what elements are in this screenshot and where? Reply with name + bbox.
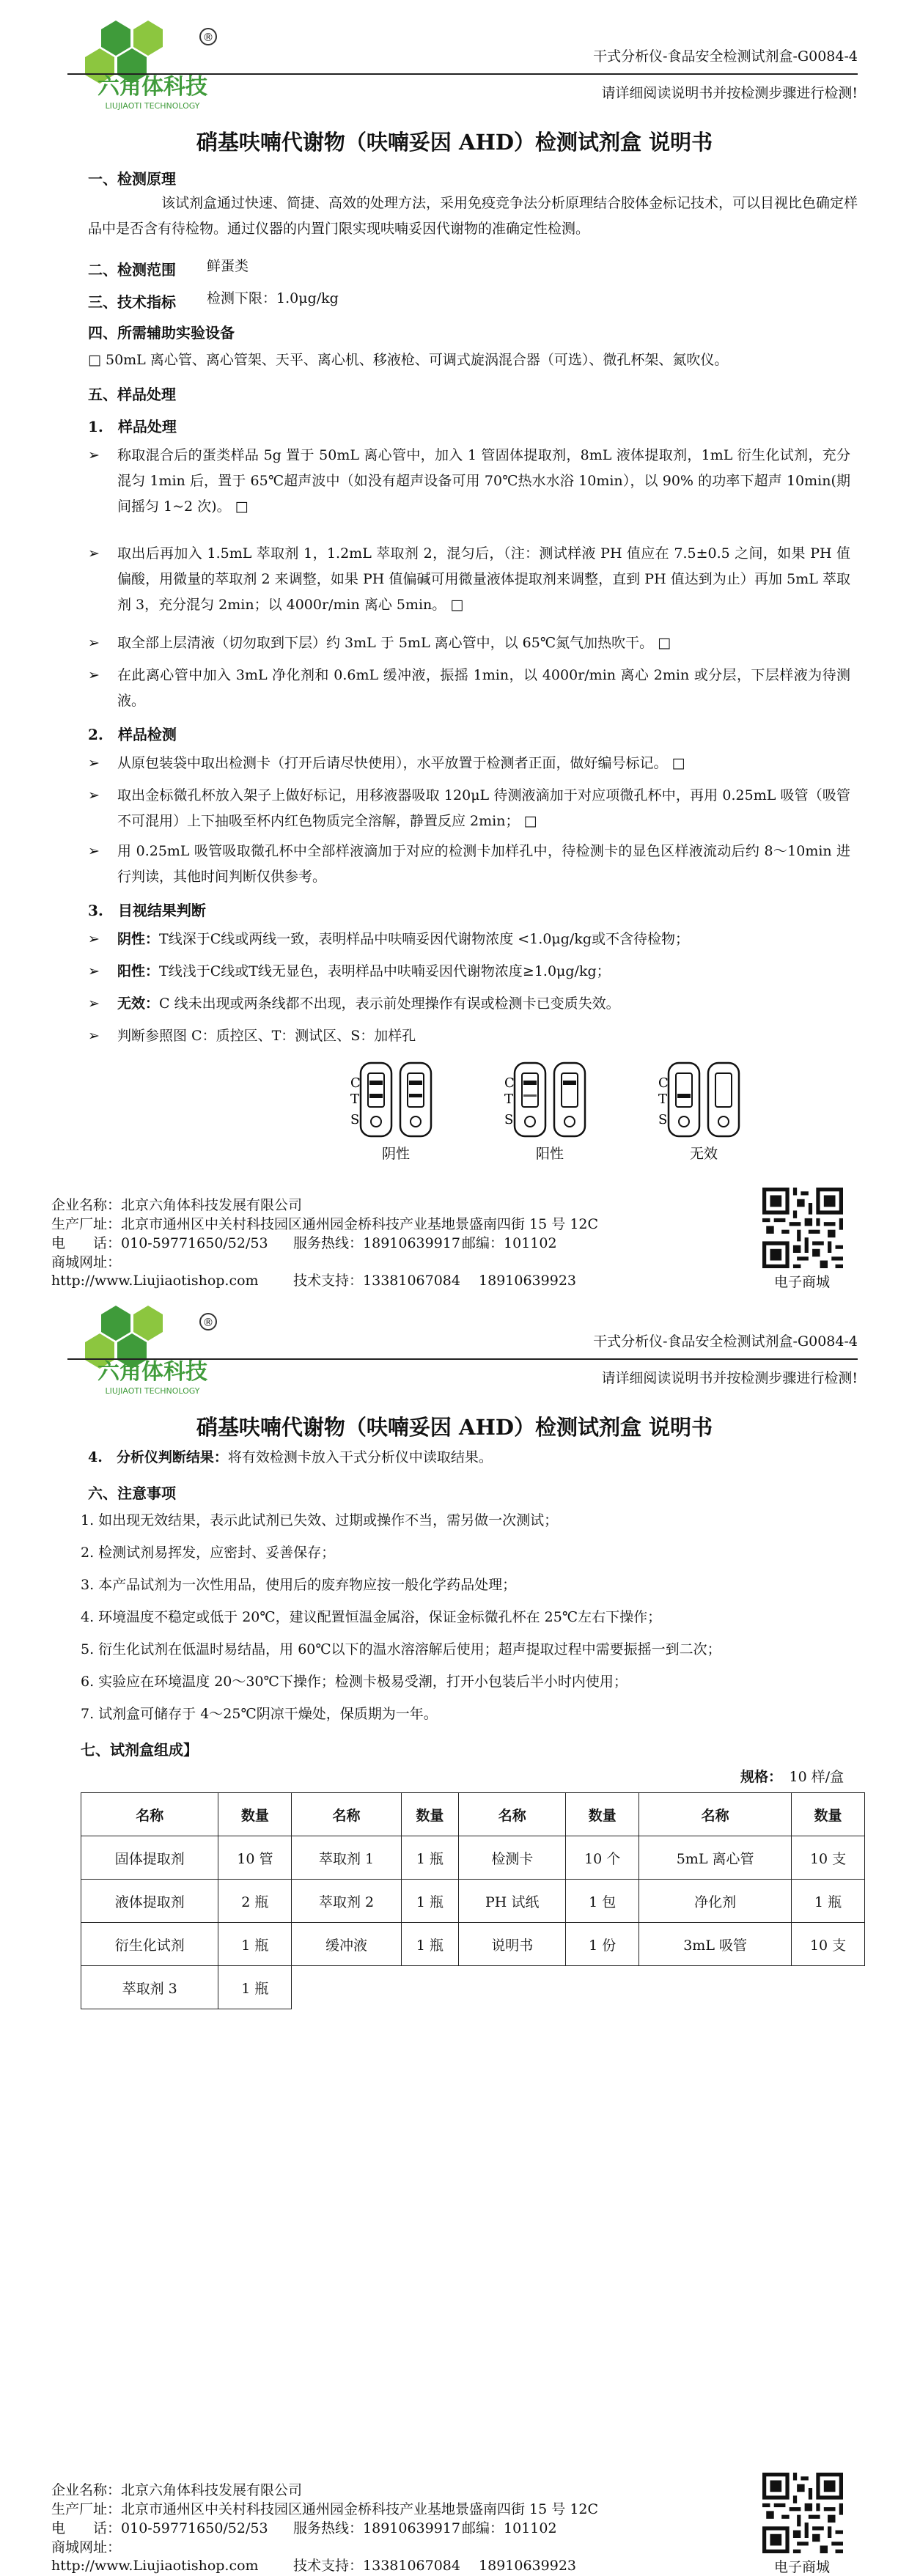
footer-web-row: 商城网址：http://www.Liujiaotishop.com 技术支持：13381067084 18910639923 (51, 1254, 576, 1289)
qr-code-label: 电子商城 (773, 1274, 830, 1290)
processing-step-4: 在此离心管中加入 3mL 净化剂和 0.6mL 缓冲液，振摇 1min，以 4000r/min 离心 2min 或分层，下层样液为待测液。 (117, 667, 850, 709)
footer-company: 企业名称：北京六角体科技发展有限公司 (51, 2482, 303, 2498)
processing-step-3: 取全部上层清液（切勿取到下层）约 3mL 于 5mL 离心管中，以 65℃氮气加热吹干。 □ (117, 635, 671, 651)
detection-step-1: 从原包装袋中取出检测卡（打开后请尽快使用），水平放置于检测者正面，做好编号标记。 □ (117, 755, 685, 771)
table-row: 固体提取剂 10 管 萃取剂 1 1 瓶 检测卡 10 个 5mL 离心管 10 支 (81, 1836, 865, 1880)
qr-code-icon[interactable] (762, 2473, 843, 2553)
section-heading-sample: 五、样品处理 (88, 386, 176, 403)
header-product-line: 干式分析仪-食品安全检测试剂盒-G0084-4 (593, 48, 858, 65)
col-header: 数量 (566, 1793, 639, 1836)
col-header: 名称 (639, 1793, 792, 1836)
result-negative: 阴性：T线深于C线或两线一致，表明样品中呋喃妥因代谢物浓度 <1.0μg/kg或不含待检物； (117, 931, 689, 947)
sub-heading-visual: 3. 目视结果判断 (88, 902, 206, 919)
section-heading-notes: 六、注意事项 (88, 1484, 176, 1502)
section-heading-kit: 七、试剂盒组成】 (81, 1741, 198, 1759)
page-2 (0, 1285, 909, 2575)
arrow-bullet-icon: ➢ (88, 843, 100, 859)
footer-factory: 生产厂址：北京市通州区中关村科技园区通州园金桥科技产业基地景盛南四街 15 号 12C (51, 1216, 599, 1232)
svg-text:S: S (504, 1112, 514, 1127)
section-heading-equipment: 四、所需辅助实验设备 (88, 324, 235, 342)
strip-group-negative (350, 1063, 431, 1162)
detection-step-2: 取出金标微孔杯放入架子上做好标记，用移液器吸取 120μL 待测液滴加于对应项微孔杯中，再用 0.25mL 吸管（吸管不可混用）上下抽吸至杯内红色物质完全溶解，静置反应 2min； □ (117, 787, 850, 829)
qr-code-label: 电子商城 (773, 2559, 830, 2575)
section-heading-principle: 一、检测原理 (88, 170, 176, 188)
header-divider (67, 73, 858, 75)
arrow-bullet-icon: ➢ (88, 787, 100, 803)
svg-text:C: C (658, 1075, 669, 1091)
section-heading-spec: 三、技术指标 (88, 293, 176, 311)
footer-web-row: 商城网址：http://www.Liujiaotishop.com 技术支持：13381067084 18910639923 (51, 2539, 576, 2574)
footer-phone-row: 电 话：010-59771650/52/53 服务热线：18910639917 邮编：101102 (51, 1235, 557, 1251)
arrow-bullet-icon: ➢ (88, 545, 100, 562)
analyzer-result-line: 4. 分析仪判断结果：将有效检测卡放入干式分析仪中读取结果。 (88, 1449, 493, 1465)
footer-factory: 生产厂址：北京市通州区中关村科技园区通州园金桥科技产业基地景盛南四街 15 号 12C (51, 2501, 599, 2517)
logo-text: 六角体科技 (97, 1359, 207, 1385)
sub-heading-processing: 1. 样品处理 (88, 418, 177, 435)
header-product-line: 干式分析仪-食品安全检测试剂盒-G0084-4 (593, 1333, 858, 1350)
svg-text:T: T (658, 1092, 668, 1107)
reference-text: 判断参照图 C：质控区、T：测试区、S：加样孔 (117, 1028, 416, 1044)
page-title: 硝基呋喃代谢物（呋喃妥因 AHD）检测试剂盒 说明书 (196, 130, 713, 155)
svg-text:T: T (350, 1092, 360, 1107)
spec-value: 检测下限：1.0μg/kg (207, 290, 339, 306)
svg-text:S: S (350, 1112, 360, 1127)
footer-company: 企业名称：北京六角体科技发展有限公司 (51, 1197, 303, 1213)
col-header: 名称 (81, 1793, 218, 1836)
arrow-bullet-icon: ➢ (88, 635, 100, 651)
qr-code-icon[interactable] (762, 1188, 843, 1268)
reg-mark: ® (202, 1316, 214, 1329)
note-7: 7. 试剂盒可储存于 4～25℃阴凉干燥处，保质期为一年。 (81, 1706, 438, 1722)
scope-value: 鲜蛋类 (207, 258, 249, 274)
table-row: 液体提取剂 2 瓶 萃取剂 2 1 瓶 PH 试纸 1 包 净化剂 1 瓶 (81, 1880, 865, 1923)
principle-text: 该试剂盒通过快速、简捷、高效的处理方法，采用免疫竞争法分析原理结合胶体金标记技术，可以目视比色确定样品中是否含有待检物。通过仪器的内置门限实现呋喃妥因代谢物的准确定性检测。 (88, 195, 858, 237)
note-5: 5. 衍生化试剂在低温时易结晶，用 60℃以下的温水溶溶解后使用；超声提取过程中需要振摇一到二次； (81, 1641, 721, 1657)
company-logo (72, 1300, 229, 1402)
header-notice: 请详细阅读说明书并按检测步骤进行检测! (601, 1370, 858, 1386)
test-strip-diagram (350, 1048, 777, 1166)
col-header: 名称 (292, 1793, 401, 1836)
col-header: 数量 (401, 1793, 458, 1836)
section-heading-scope: 二、检测范围 (88, 261, 176, 279)
arrow-bullet-icon: ➢ (88, 667, 100, 683)
note-2: 2. 检测试剂易挥发，应密封、妥善保存； (81, 1545, 336, 1561)
result-positive: 阳性：T线浅于C线或T线无显色，表明样品中呋喃妥因代谢物浓度≥1.0μg/kg； (117, 963, 611, 979)
logo-subtext: LIUJIAOTI TECHNOLOGY (105, 101, 200, 111)
header-divider (67, 1358, 858, 1360)
svg-text:C: C (350, 1075, 361, 1091)
strip-label-positive: 阳性 (535, 1146, 564, 1162)
svg-text:C: C (504, 1075, 515, 1091)
arrow-bullet-icon: ➢ (88, 963, 100, 979)
note-3: 3. 本产品试剂为一次性用品，使用后的废弃物应按一般化学药品处理； (81, 1577, 517, 1593)
strip-group-positive (504, 1063, 585, 1162)
equipment-text: □ 50mL 离心管、离心管架、天平、离心机、移液枪、可调式旋涡混合器（可选）、微孔杯架、氮吹仪。 (88, 352, 729, 368)
logo-text: 六角体科技 (97, 74, 207, 100)
sub-heading-detection: 2. 样品检测 (88, 726, 177, 743)
page-title: 硝基呋喃代谢物（呋喃妥因 AHD）检测试剂盒 说明书 (196, 1415, 713, 1440)
header-notice: 请详细阅读说明书并按检测步骤进行检测! (601, 85, 858, 101)
arrow-bullet-icon: ➢ (88, 1028, 100, 1044)
processing-step-2: 取出后再加入 1.5mL 萃取剂 1，1.2mL 萃取剂 2，混匀后，（注：测试样液 PH 值应在 7.5±0.5 之间，如果 PH 值偏酸，用微量的萃取剂 2 来调整，如果 PH 值偏碱可用微量液体提取剂来调整，直到 PH 值达到为止）再加 5mL 萃取剂 3，充分混匀 2min；以 4000r/min 离心 5min。 □ (117, 545, 850, 613)
kit-spec: 规格： 10 样/盒 (740, 1769, 844, 1785)
arrow-bullet-icon: ➢ (88, 755, 100, 771)
kit-components-table (81, 1792, 865, 2009)
strip-label-negative: 阴性 (381, 1146, 411, 1162)
detection-step-3: 用 0.25mL 吸管吸取微孔杯中全部样液滴加于对应的检测卡加样孔中，待检测卡的显色区样液流动后约 8～10min 进行判读，其他时间判断仅供参考。 (117, 843, 850, 885)
strip-label-invalid: 无效 (689, 1146, 718, 1162)
arrow-bullet-icon: ➢ (88, 996, 100, 1012)
table-row: 萃取剂 3 1 瓶 (81, 1966, 865, 2009)
processing-step-1: 称取混合后的蛋类样品 5g 置于 50mL 离心管中，加入 1 管固体提取剂，8mL 液体提取剂，1mL 衍生化试剂，充分混匀 1min 后，置于 65℃超声波中（如没有超声设备可用 70℃热水水浴 10min），以 90% 的功率下超声 10min(期间摇匀 1~2 次)。 □ (117, 447, 850, 515)
reg-mark: ® (202, 31, 214, 44)
table-header-row (81, 1793, 865, 1836)
col-header: 名称 (459, 1793, 566, 1836)
svg-text:T: T (504, 1092, 514, 1107)
footer-phone-row: 电 话：010-59771650/52/53 服务热线：18910639917 邮编：101102 (51, 2520, 557, 2536)
result-invalid: 无效：C 线未出现或两条线都不出现，表示前处理操作有误或检测卡已变质失效。 (117, 996, 620, 1012)
company-logo (72, 15, 229, 117)
note-4: 4. 环境温度不稳定或低于 20℃，建议配置恒温金属浴，保证金标微孔杯在 25℃左右下操作； (81, 1609, 662, 1625)
table-row: 衍生化试剂 1 瓶 缓冲液 1 瓶 说明书 1 份 3mL 吸管 10 支 (81, 1923, 865, 1966)
note-1: 1. 如出现无效结果，表示此试剂已失效、过期或操作不当，需另做一次测试； (81, 1512, 559, 1528)
note-6: 6. 实验应在环境温度 20～30℃下操作；检测卡极易受潮，打开小包装后半小时内使用； (81, 1674, 628, 1690)
logo-subtext: LIUJIAOTI TECHNOLOGY (105, 1386, 200, 1396)
col-header: 数量 (218, 1793, 292, 1836)
col-header: 数量 (792, 1793, 865, 1836)
arrow-bullet-icon: ➢ (88, 931, 100, 947)
arrow-bullet-icon: ➢ (88, 447, 100, 463)
svg-text:S: S (658, 1112, 668, 1127)
strip-group-invalid (658, 1063, 739, 1162)
